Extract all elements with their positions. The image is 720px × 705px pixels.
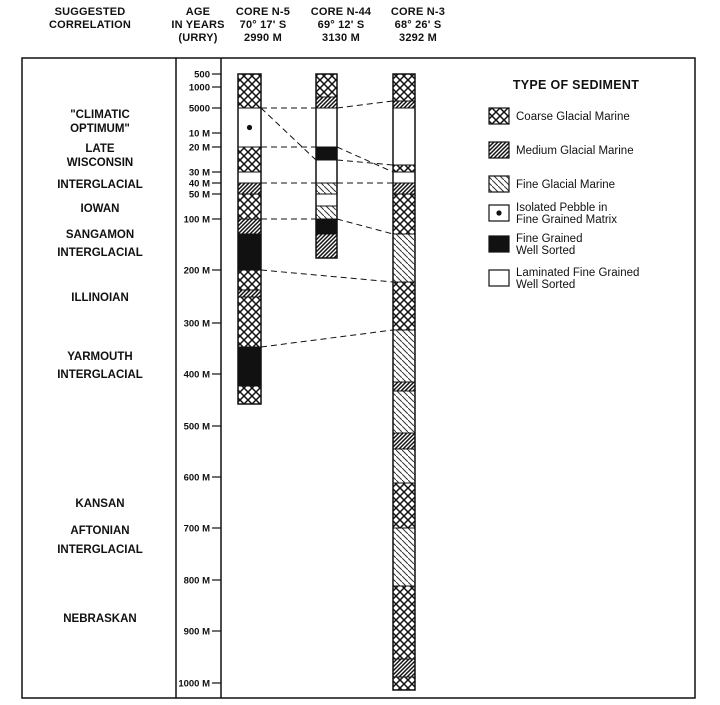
legend-title: TYPE OF SEDIMENT <box>512 78 640 92</box>
correlation-label: INTERGLACIAL <box>57 179 143 191</box>
correlation-label: IOWAN <box>80 203 120 215</box>
correlation-label: AFTONIAN <box>70 525 130 537</box>
core-segment-medium <box>393 382 415 391</box>
core-segment-fine <box>393 391 415 433</box>
legend-label: Medium Glacial Marine <box>516 145 634 157</box>
legend-item-fine <box>489 176 615 192</box>
correlation-line <box>337 101 393 108</box>
correlation-label: INTERGLACIAL <box>57 369 143 381</box>
correlation-line <box>337 160 393 165</box>
pebble-dot <box>496 210 501 215</box>
legend-label: Fine Glacial Marine <box>516 179 616 191</box>
core-segment-coarse <box>238 297 261 347</box>
correlation-line <box>261 330 393 347</box>
core-segment-fine <box>393 234 415 282</box>
core-n-44 <box>316 74 337 258</box>
correlation-line <box>261 108 316 160</box>
age-tick-label: 100 M <box>183 214 210 226</box>
core-segment-coarse <box>238 270 261 290</box>
age-tick-label: 800 M <box>183 575 210 587</box>
correlation-line <box>337 219 393 234</box>
core-segment-laminated <box>238 172 261 183</box>
correlation-label: WISCONSIN <box>66 157 134 169</box>
core-segment-fine <box>393 330 415 382</box>
core-segment-laminated <box>316 108 337 147</box>
legend-label: Fine Grained Matrix <box>516 214 617 226</box>
core-segment-black <box>238 347 261 386</box>
core-segment-coarse <box>238 74 261 108</box>
legend-item-coarse <box>489 108 630 124</box>
age-tick-label: 5000 <box>188 103 210 115</box>
core-segment-coarse <box>393 483 415 528</box>
age-tick-label: 1000 M <box>178 678 210 690</box>
correlation-label: KANSAN <box>75 498 125 510</box>
core-segment-black <box>238 234 261 270</box>
correlation-label: ILLINOIAN <box>71 292 129 304</box>
correlation-labels <box>57 109 143 625</box>
correlation-header: CORRELATION <box>48 19 132 31</box>
correlation-label: "CLIMATIC <box>70 109 130 121</box>
legend-item-medium <box>489 142 634 158</box>
legend <box>489 78 639 291</box>
age-tick-label: 600 M <box>183 472 210 484</box>
age-tick-label: 400 M <box>183 369 210 381</box>
core-segment-coarse <box>393 677 415 690</box>
correlation-label: NEBRASKAN <box>63 613 137 625</box>
core-segment-fine <box>316 183 337 194</box>
core-segment-coarse <box>393 586 415 659</box>
age-tick-label: 30 M <box>188 167 210 179</box>
core-segment-fine <box>316 206 337 219</box>
core-header: CORE N-44 <box>310 6 372 18</box>
core-header: 3130 M <box>322 32 360 44</box>
age-tick-label: 300 M <box>183 318 210 330</box>
correlation-label: OPTIMUM" <box>70 123 130 135</box>
correlation-label: INTERGLACIAL <box>57 247 143 259</box>
correlation-label: LATE <box>85 143 115 155</box>
legend-swatch <box>489 176 509 192</box>
correlation-line <box>261 270 393 282</box>
legend-item-laminated <box>489 267 639 291</box>
core-header: 68° 26' S <box>394 19 442 31</box>
legend-swatch <box>489 236 509 252</box>
pebble-dot <box>247 125 252 130</box>
legend-label: Fine Grained <box>516 233 583 245</box>
core-segment-coarse <box>393 74 415 101</box>
core-segment-laminated <box>393 172 415 183</box>
age-tick-label: 200 M <box>183 265 210 277</box>
core-segment-coarse <box>238 147 261 172</box>
core-header: 69° 12' S <box>317 19 365 31</box>
core-segment-fine <box>393 449 415 483</box>
age-tick-label: 20 M <box>188 142 210 154</box>
core-segment-medium <box>316 97 337 108</box>
core-segment-medium <box>238 219 261 234</box>
age-tick-label: 1000 <box>188 82 210 94</box>
age-tick-label: 700 M <box>183 523 210 535</box>
core-n-5 <box>238 74 261 404</box>
correlation-line <box>337 147 393 172</box>
correlation-label: INTERGLACIAL <box>57 544 143 556</box>
core-segment-coarse <box>238 386 261 404</box>
legend-swatch <box>489 270 509 286</box>
legend-label: Well Sorted <box>516 245 576 257</box>
core-segment-coarse <box>393 194 415 234</box>
correlation-label: YARMOUTH <box>67 351 133 363</box>
core-segment-fine <box>393 528 415 586</box>
legend-swatch <box>489 108 509 124</box>
core-segment-medium <box>238 290 261 297</box>
age-tick-label: 10 M <box>188 128 210 140</box>
legend-swatch <box>489 142 509 158</box>
core-n-3 <box>393 74 415 690</box>
core-segment-medium <box>238 183 261 194</box>
core-segment-medium <box>393 183 415 194</box>
cores <box>238 74 415 690</box>
core-segment-laminated <box>316 160 337 183</box>
core-segment-coarse <box>316 74 337 97</box>
age-tick-label: 40 M <box>188 178 210 190</box>
column-headers <box>49 6 445 44</box>
age-tick-label: 500 <box>194 69 210 81</box>
correlation-header: SUGGESTED <box>54 6 126 18</box>
core-segment-black <box>316 147 337 160</box>
core-segment-laminated <box>393 108 415 165</box>
core-segment-coarse <box>393 165 415 172</box>
core-segment-laminated <box>316 194 337 206</box>
age-tick-label: 900 M <box>183 626 210 638</box>
age-tick-label: 500 M <box>183 421 210 433</box>
core-segment-black <box>316 219 337 234</box>
core-segment-medium <box>393 433 415 449</box>
legend-item-pebble <box>489 202 617 226</box>
legend-label: Well Sorted <box>516 279 576 291</box>
age-header: IN YEARS <box>171 19 225 31</box>
age-axis <box>178 70 221 690</box>
core-segment-medium <box>393 101 415 108</box>
core-segment-coarse <box>393 282 415 330</box>
core-header: CORE N-5 <box>235 6 291 18</box>
age-tick-label: 50 M <box>188 189 210 201</box>
core-segment-medium <box>393 659 415 677</box>
core-segment-medium <box>316 234 337 258</box>
core-header: 2990 M <box>244 32 282 44</box>
legend-label: Laminated Fine Grained <box>516 267 640 279</box>
age-header: AGE <box>185 6 211 18</box>
core-header: 3292 M <box>399 32 437 44</box>
core-segment-coarse <box>238 194 261 219</box>
legend-item-black <box>489 233 582 257</box>
core-header: CORE N-3 <box>390 6 446 18</box>
correlation-label: SANGAMON <box>65 229 135 241</box>
age-header: (URRY) <box>178 32 218 44</box>
legend-label: Coarse Glacial Marine <box>516 111 630 123</box>
legend-label: Isolated Pebble in <box>516 202 608 214</box>
core-header: 70° 17' S <box>239 19 287 31</box>
